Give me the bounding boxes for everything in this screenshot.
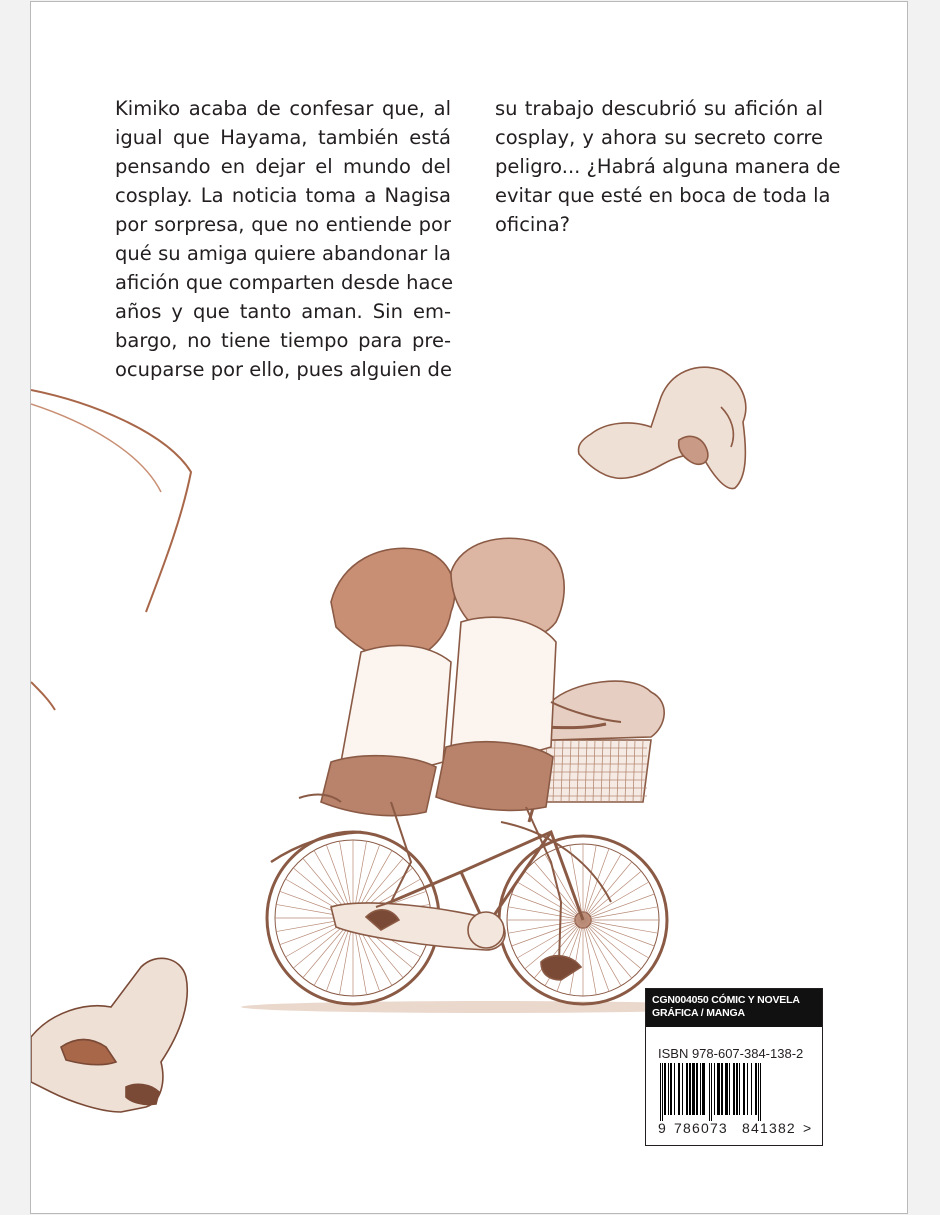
floating-glove: [579, 367, 746, 488]
category-line-2: GRÁFICA / MANGA: [652, 1007, 745, 1019]
blurb-line: cosplay, y ahora su secreto corre: [495, 126, 823, 149]
blurb-line: evitar que esté en boca de toda la: [495, 184, 831, 207]
barcode-right-group: 841382: [742, 1120, 796, 1136]
blurb-line: cosplay. La noticia toma a Nagisa: [115, 184, 451, 207]
blurb-line: igual que Hayama, también está: [115, 126, 451, 149]
barcode-left-group: 786073: [674, 1120, 728, 1136]
barcode-end-mark: >: [803, 1120, 812, 1136]
category-line-1: CGN004050 CÓMIC Y NOVELA: [652, 994, 800, 1006]
floating-shoe: [31, 958, 187, 1112]
girl-rear: [299, 548, 455, 930]
barcode-first-digit: 9: [658, 1120, 666, 1136]
blurb-line: años y que tanto aman. Sin em-: [115, 300, 451, 323]
blurb-left-column: [115, 94, 454, 384]
isbn-block: [645, 988, 823, 1146]
bicycle-scene: [241, 538, 741, 1013]
book-back-cover: [31, 2, 907, 1213]
blurb-line: su trabajo descubrió su afición al: [495, 97, 823, 120]
blurb-right-column: [495, 94, 841, 239]
blurb-line: afición que comparten desde hace: [115, 271, 454, 294]
blurb-line: ocuparse por ello, pues alguien de: [115, 358, 452, 381]
blurb-line: por sorpresa, que no entiende por: [115, 213, 451, 236]
ribbon-swoosh: [31, 390, 191, 710]
blurb-line: bargo, no tiene tiempo para pre-: [115, 329, 451, 352]
blurb-line: qué su amiga quiere abandonar la: [115, 242, 451, 265]
blurb-line: Kimiko acaba de confesar que, al: [115, 97, 451, 120]
blurb-line: pensando en dejar el mundo del: [115, 155, 451, 178]
blurb-line: oficina?: [495, 213, 571, 236]
category-label: [646, 989, 822, 1027]
blurb-line: peligro... ¿Habrá alguna manera de: [495, 155, 841, 178]
barcode-icon: [658, 1063, 810, 1121]
isbn-number: ISBN 978-607-384-138-2: [658, 1046, 804, 1061]
